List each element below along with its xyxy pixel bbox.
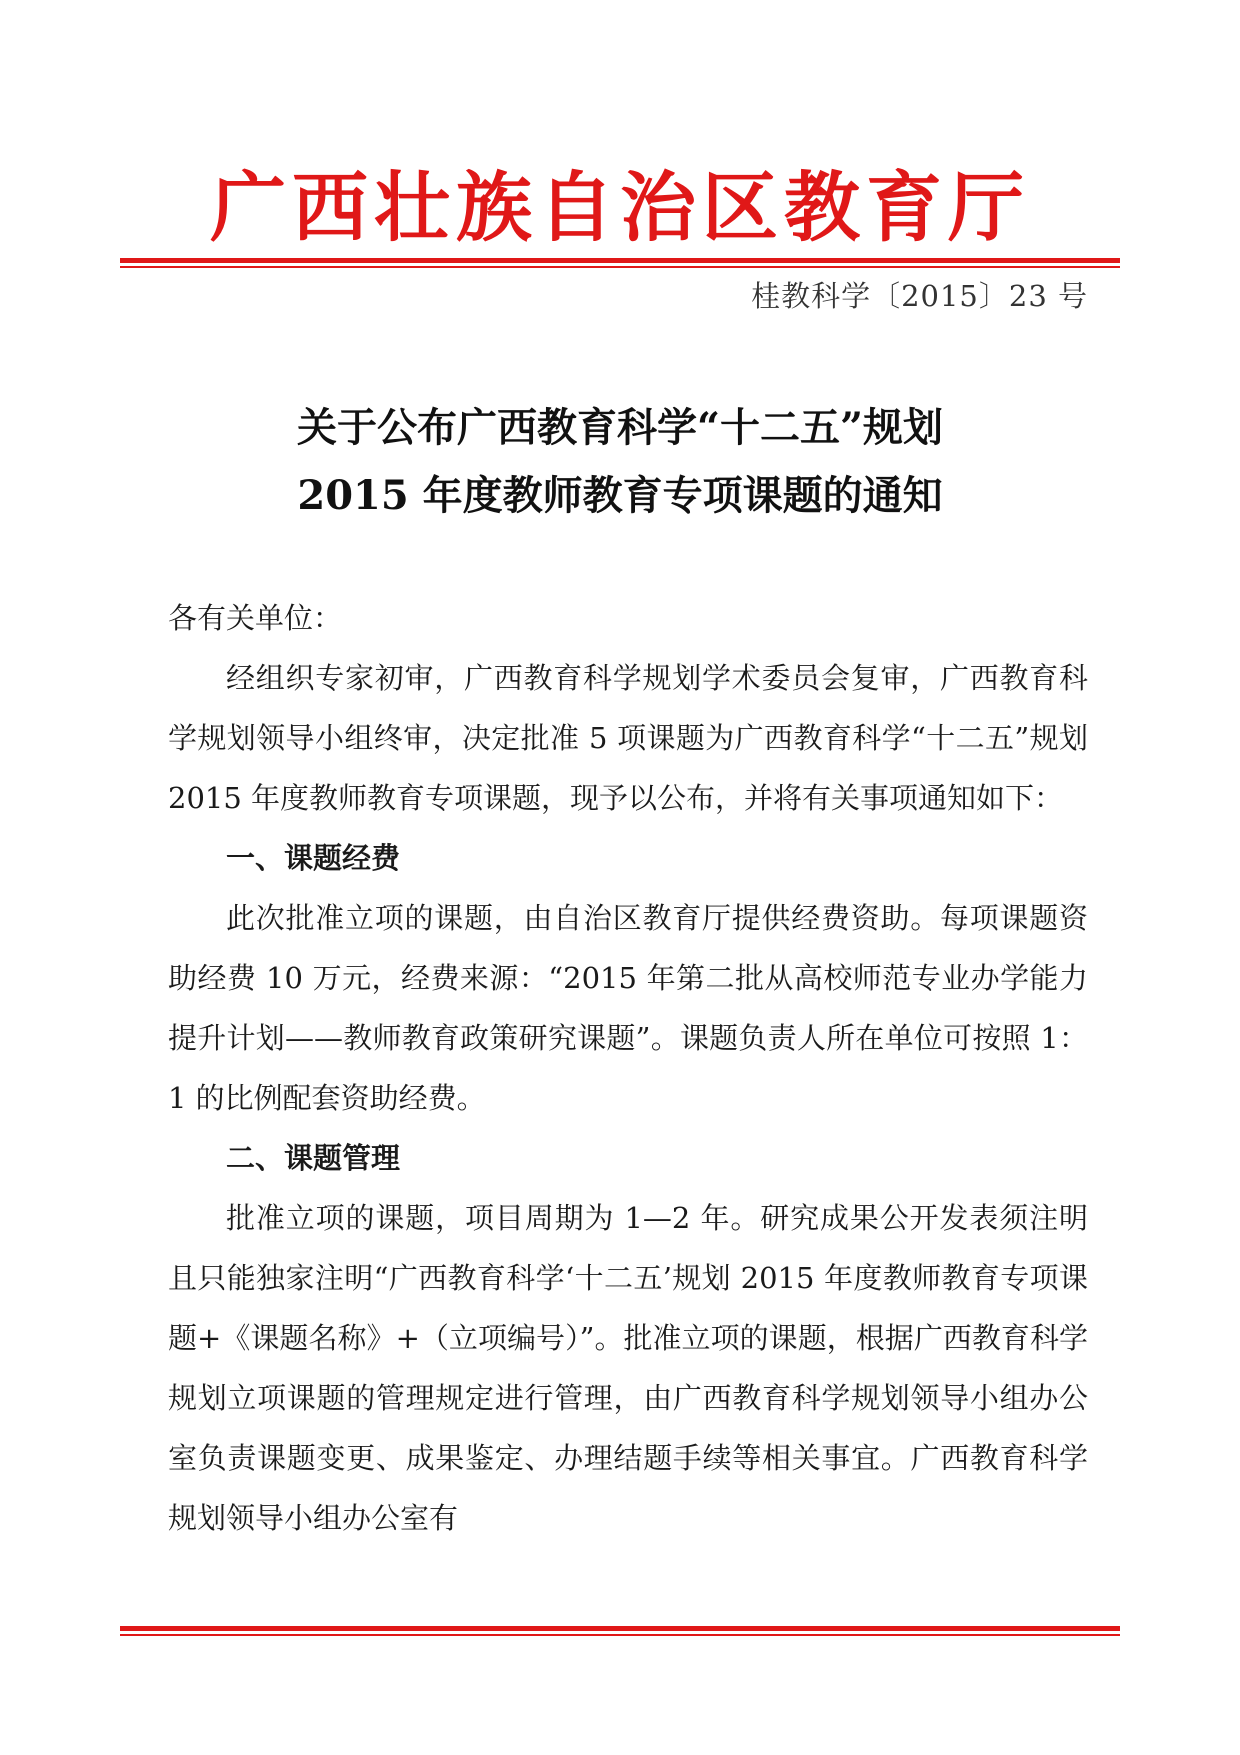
- section-heading-management: 二、课题管理: [226, 1141, 401, 1175]
- document-body: [168, 588, 1088, 1548]
- document-number: 桂教科学〔2015〕23 号: [751, 279, 1088, 313]
- document-title-line2: 2015 年度教师教育专项课题的通知: [297, 472, 943, 519]
- salutation: 各有关单位：: [168, 601, 343, 635]
- section-paragraph-funding: 此次批准立项的课题，由自治区教育厅提供经费资助。每项课题资助经费 10 万元，经费来源：“2015 年第二批从高校师范专业办学能力提升计划——教师教育政策研究课题”。课题负责人所在单位可按照 1：1 的比例配套资助经费。: [168, 901, 1088, 1115]
- intro-paragraph: 经组织专家初审，广西教育科学规划学术委员会复审，广西教育科学规划领导小组终审，决定批准 5 项课题为广西教育科学“十二五”规划 2015 年度教师教育专项课题，现予以公布，并将有关事项通知如下：: [168, 661, 1088, 815]
- masthead-org-name: 广西壮族自治区教育厅: [210, 163, 1030, 252]
- section-heading-funding: 一、课题经费: [226, 841, 401, 875]
- footer-rule-thick: [120, 1626, 1120, 1631]
- masthead-rule-thick: [120, 258, 1120, 263]
- document-title-line1: 关于公布广西教育科学“十二五”规划: [296, 404, 943, 451]
- masthead-rule-thin: [120, 266, 1120, 268]
- section-paragraph-management: 批准立项的课题，项目周期为 1—2 年。研究成果公开发表须注明且只能独家注明“广西教育科学‘十二五’规划 2015 年度教师教育专项课题+《课题名称》+（立项编号）”。批准立项的课题，根据广西教育科学规划立项课题的管理规定进行管理，由广西教育科学规划领导小组办公室负责课题变更、成果鉴定、办理结题手续等相关事宜。广西教育科学规划领导小组办公室有: [168, 1201, 1088, 1535]
- footer-rule-thin: [120, 1634, 1120, 1636]
